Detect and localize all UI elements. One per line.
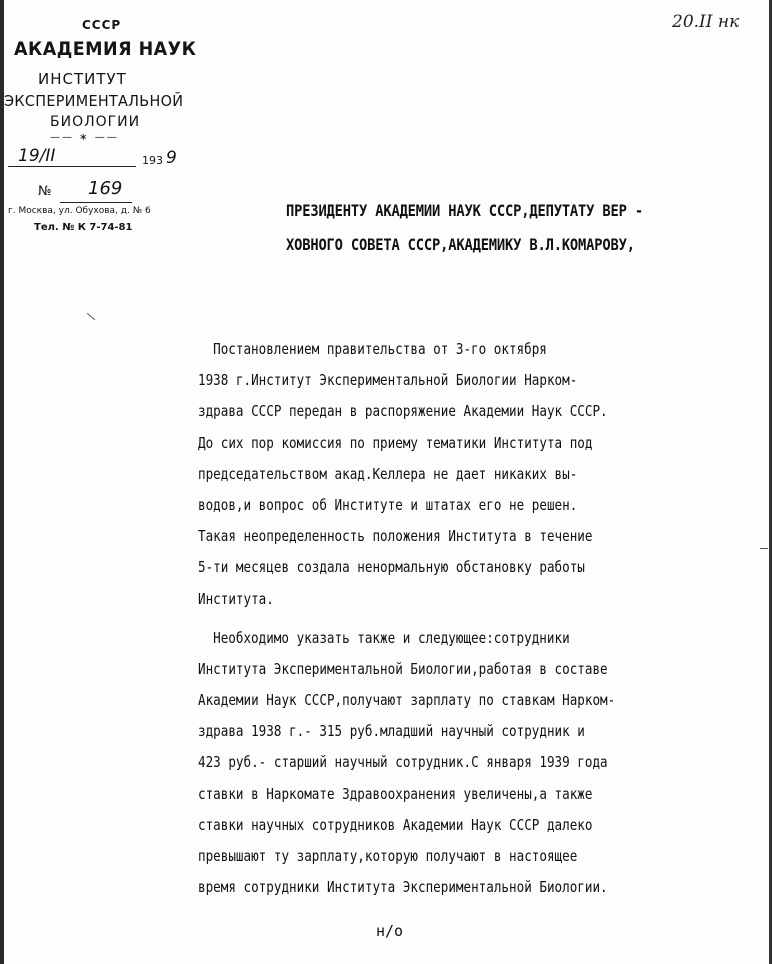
letterhead-academy: АКАДЕМИЯ НАУК <box>14 38 197 60</box>
paragraph-1-line: Института. <box>198 589 274 608</box>
letterhead-institute-line3: БИОЛОГИИ <box>50 114 141 130</box>
letterhead-divider: —— ∗ —— <box>50 132 119 143</box>
paragraph-1-line: водов,и вопрос об Институте и штатах его не решен. <box>198 495 578 514</box>
paragraph-2-line: 423 руб.- старший научный сотрудник.С января 1939 года <box>198 753 608 772</box>
handwritten-note: 20.II нк <box>672 12 740 32</box>
letterhead-date: 19/II <box>18 146 56 166</box>
letterhead-phone: Тел. № К 7-74-81 <box>34 222 133 233</box>
letterhead-year-printed: 193 <box>142 154 163 167</box>
letterhead-institute-line2: ЭКСПЕРИМЕНТАЛЬНОЙ <box>4 92 184 110</box>
scan-speck <box>760 548 768 549</box>
paragraph-1-line: 1938 г.Институт Экспериментальной Биологии Нарком- <box>198 371 578 390</box>
letterhead-institute-line1: ИНСТИТУТ <box>38 70 127 88</box>
paragraph-2-line: здрава 1938 г.- 315 руб.младший научный сотрудник и <box>198 722 585 741</box>
paragraph-1-line: 5-ти месяцев создала ненормальную обстановку работы <box>198 558 585 577</box>
paragraph-1-line: До сих пор комиссия по приему тематики Института под <box>198 433 593 452</box>
letterhead-number-label: № <box>38 184 52 199</box>
addressee-line-1: ПРЕЗИДЕНТУ АКАДЕМИИ НАУК СССР,ДЕПУТАТУ ВЕР - <box>286 201 643 220</box>
letterhead-year-handwritten: 9 <box>166 148 177 168</box>
paragraph-2-line: Необходимо указать также и следующее:сотрудники <box>213 628 570 647</box>
letterhead-number-value: 169 <box>88 178 123 199</box>
letterhead-address: г. Москва, ул. Обухова, д. № 6 <box>8 206 151 216</box>
scan-speck <box>87 313 95 320</box>
addressee-block <box>286 194 756 262</box>
continuation-mark: н/о <box>376 922 404 940</box>
letter-body <box>198 334 768 903</box>
paragraph-1-line: председательством акад.Келлера не дает никаких вы- <box>198 464 578 483</box>
letterhead-country: СССР <box>82 18 122 32</box>
paragraph-2-line: ставки научных сотрудников Академии Наук СССР далеко <box>198 815 593 834</box>
paragraph-1-line: здрава СССР передан в распоряжение Академии Наук СССР. <box>198 402 608 421</box>
paragraph-2-line: ставки в Наркомате Здравоохранения увеличены,а также <box>198 784 593 803</box>
date-underline <box>8 166 136 167</box>
paragraph-2-line: превышают ту зарплату,которую получают в настоящее <box>198 847 578 865</box>
paragraph-1-line: Такая неопределенность положения Института в течение <box>198 527 593 546</box>
number-underline <box>60 202 132 203</box>
paragraph-1-line: Постановлением правительства от 3-го октября <box>213 340 547 358</box>
paragraph-2-line: время сотрудники Института Экспериментальной Биологии. <box>198 878 608 897</box>
paragraph-2-line: Института Экспериментальной Биологии,работая в составе <box>198 659 608 678</box>
letterhead-stamp <box>0 0 200 240</box>
paragraph-2-line: Академии Наук СССР,получают зарплату по ставкам Нарком- <box>198 691 616 710</box>
addressee-line-2: ХОВНОГО СОВЕТА СССР,АКАДЕМИКУ В.Л.КОМАРОВУ, <box>286 235 635 254</box>
